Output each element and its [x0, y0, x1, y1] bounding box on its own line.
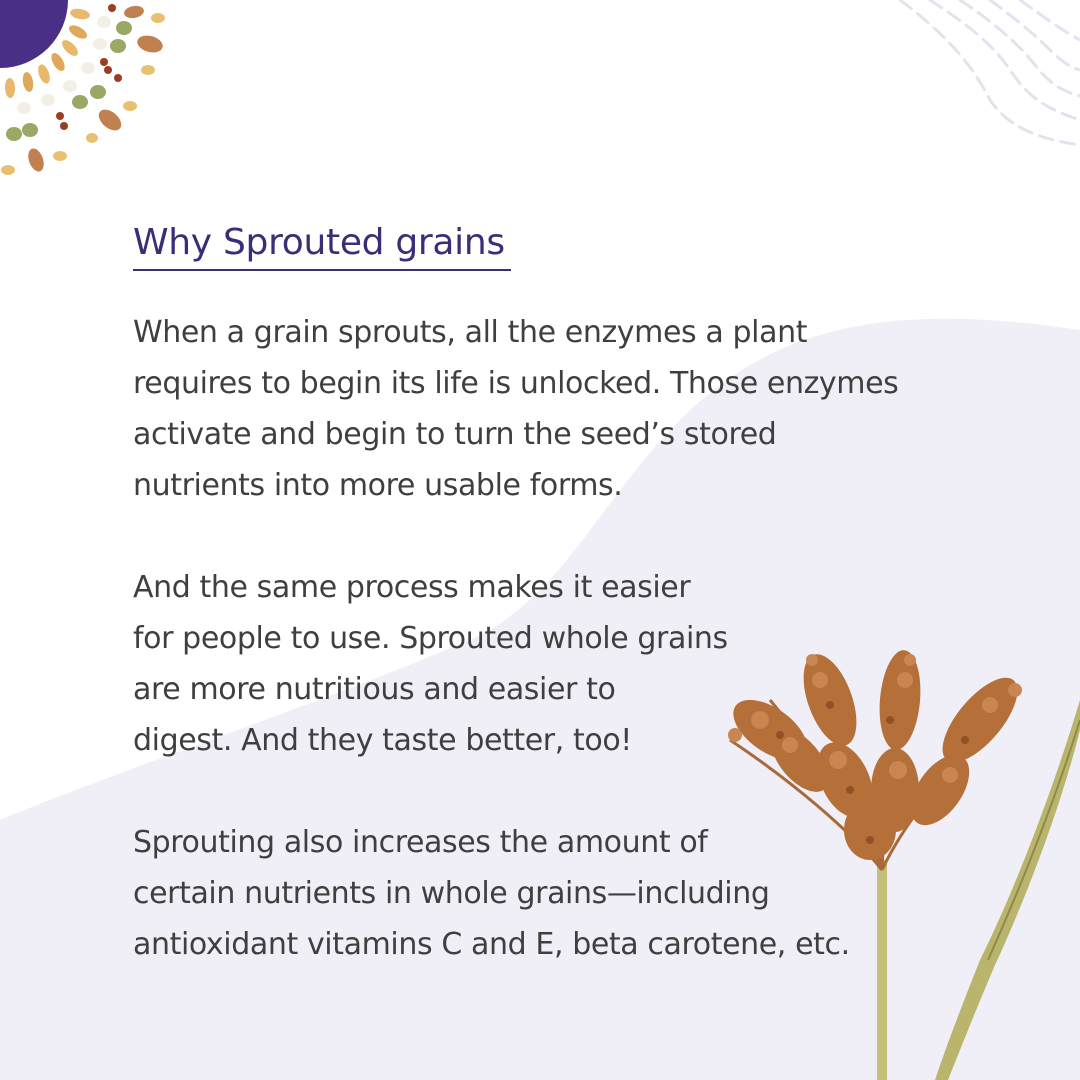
paragraph-enzymes: When a grain sprouts, all the enzymes a plant requires to begin its life is unlocked. Those enzymes activate and begin to turn the seed’s stored nutrients into more usable forms. [133, 315, 899, 503]
main-content [133, 222, 953, 970]
page-title: Why Sprouted grains [133, 222, 511, 271]
paragraph-nutrients: Sprouting also increases the amount of certain nutrients in whole grains—including antioxidant vitamins C and E, beta carotene, etc. [133, 825, 850, 962]
paragraph-digestion: And the same process makes it easier for people to use. Sprouted whole grains are more nutritious and easier to digest. And they taste better, too! [133, 570, 728, 758]
